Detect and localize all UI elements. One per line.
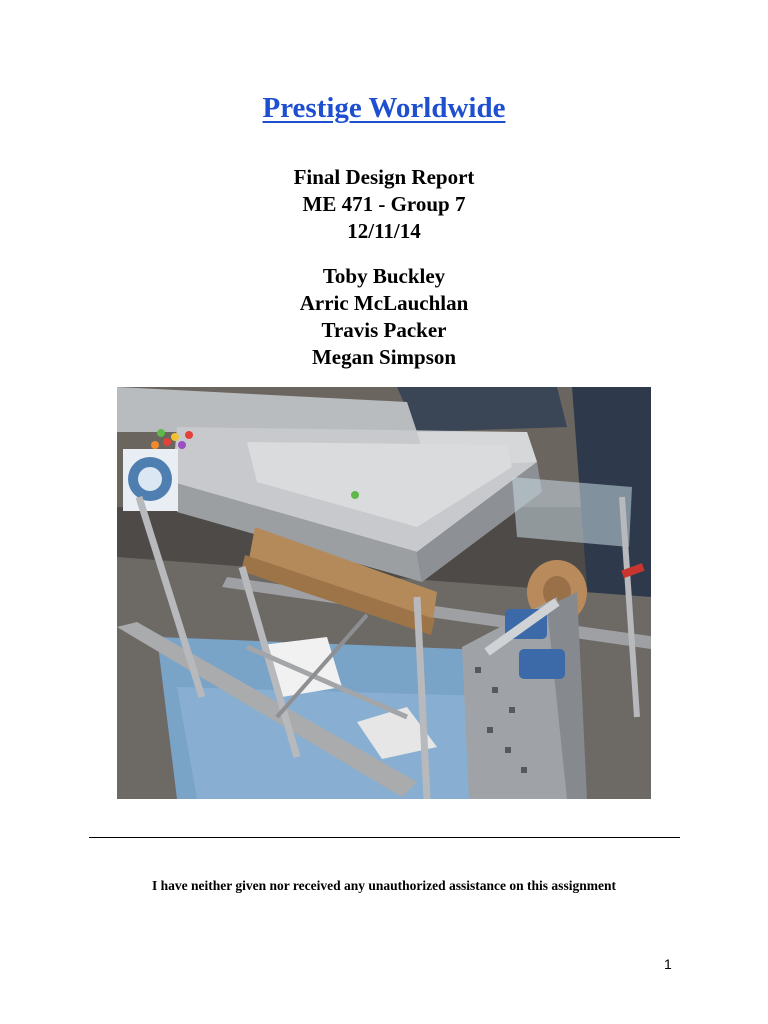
author-name: Travis Packer xyxy=(321,318,447,342)
honor-pledge: I have neither given nor received any unauthorized assistance on this assignment xyxy=(152,878,616,893)
machine-photo xyxy=(117,387,651,799)
divider-line xyxy=(89,837,680,838)
author-name: Arric McLauchlan xyxy=(299,291,469,315)
course-group: ME 471 - Group 7 xyxy=(302,192,466,216)
report-info xyxy=(0,164,768,245)
author-list xyxy=(0,263,768,371)
author-name: Toby Buckley xyxy=(322,264,446,288)
report-type: Final Design Report xyxy=(293,165,475,189)
report-date: 12/11/14 xyxy=(347,219,421,243)
page-title: Prestige Worldwide xyxy=(262,92,506,124)
page-number: 1 xyxy=(664,956,672,972)
author-name: Megan Simpson xyxy=(311,345,457,369)
